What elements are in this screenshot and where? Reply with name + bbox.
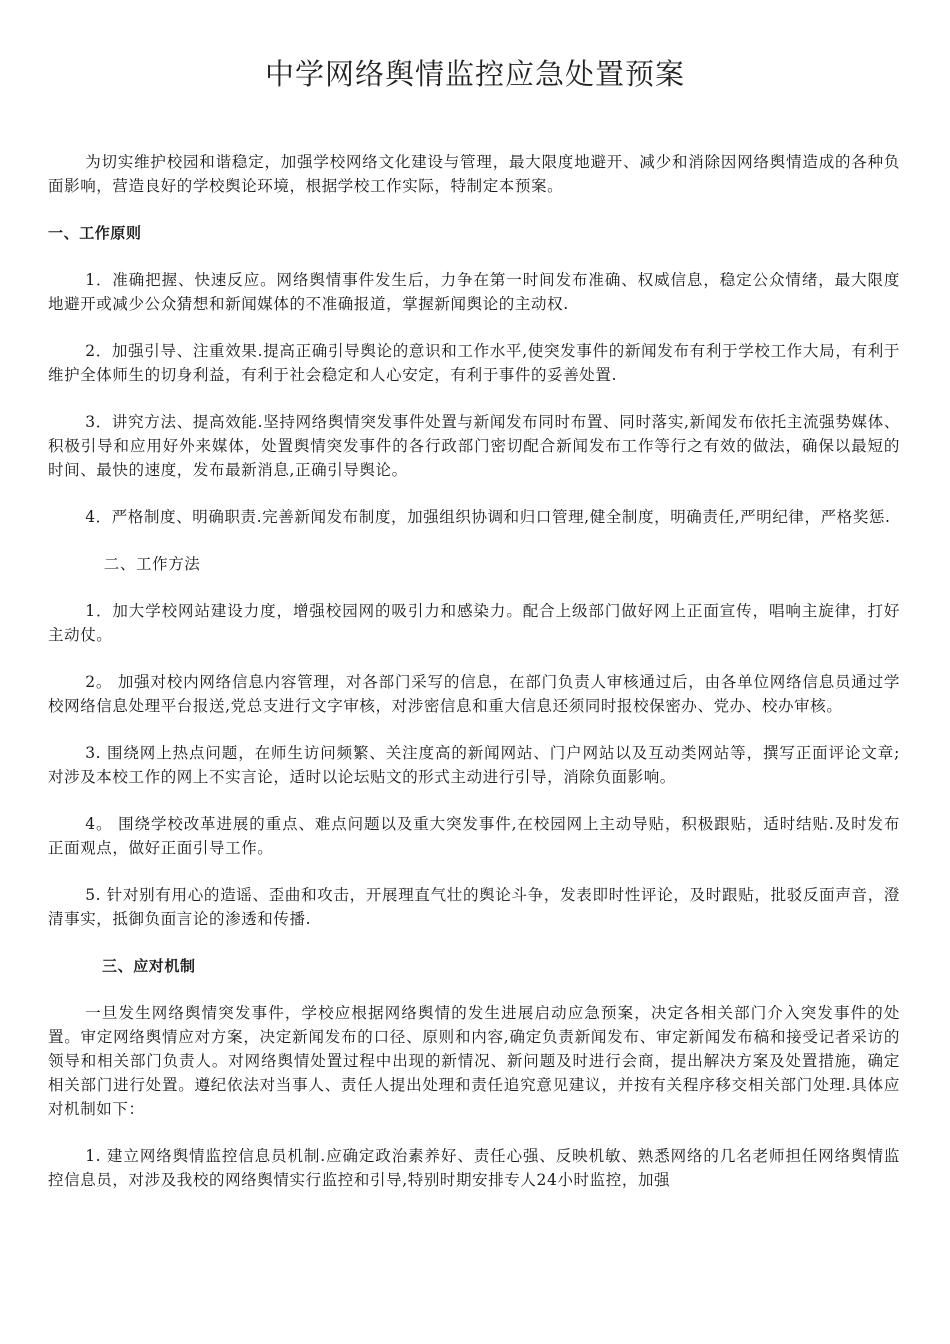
method-item-4: 4。 围绕学校改革进展的重点、难点问题以及重大突发事件,在校园网上主动导贴，积极跟贴，适时结贴.及时发布正面观点，做好正面引导工作。	[48, 815, 900, 857]
intro-paragraph: 为切实维护校园和谐稳定，加强学校网络文化建设与管理，最大限度地避开、减少和消除因网络舆情造成的各种负面影响，营造良好的学校舆论环境，根据学校工作实际，特制定本预案。	[48, 153, 900, 195]
method-item-3: 3. 围绕网上热点问题，在师生访问频繁、关注度高的新闻网站、门户网站以及互动类网站等，撰写正面评论文章;对涉及本校工作的网上不实言论，适时以论坛贴文的形式主动进行引导，消除负面影响。	[48, 744, 900, 786]
section-heading-methods: 二、工作方法	[103, 555, 201, 573]
principle-item-2: 2．加强引导、注重效果.提高正确引导舆论的意识和工作水平,使突发事件的新闻发布有利于学校工作大局，有利于维护全体师生的切身利益，有利于社会稳定和人心安定，有利于事件的妥善处置.	[48, 342, 900, 384]
page-title: 中学网络舆情监控应急处置预案	[264, 57, 685, 91]
response-item-1: 1. 建立网络舆情监控信息员机制.应确定政治素养好、责任心强、反映机敏、熟悉网络的几名老师担任网络舆情监控信息员，对涉及我校的网络舆情实行监控和引导,特别时期安排专人24小时监控，加强	[48, 1147, 900, 1189]
principle-item-1: 1．准确把握、快速反应。网络舆情事件发生后，力争在第一时间发布准确、权威信息，稳定公众情绪，最大限度地避开或减少公众猜想和新闻媒体的不准确报道，掌握新闻舆论的主动权.	[48, 271, 900, 313]
document-body	[48, 150, 900, 1192]
method-item-1: 1．加大学校网站建设力度，增强校园网的吸引力和感染力。配合上级部门做好网上正面宣传，唱响主旋律，打好主动仗。	[48, 602, 900, 644]
method-item-2: 2。 加强对校内网络信息内容管理，对各部门采写的信息，在部门负责人审核通过后，由各单位网络信息员通过学校网络信息处理平台报送,党总支进行文字审核，对涉密信息和重大信息还须同时报校保密办、党办、校办审核。	[48, 673, 900, 715]
section-heading-response: 三、应对机制	[102, 957, 196, 975]
section-heading-principles: 一、工作原则	[48, 224, 142, 242]
method-item-5: 5. 针对别有用心的造谣、歪曲和攻击，开展理直气壮的舆论斗争，发表即时性评论，及时跟贴，批驳反面声音，澄清事实，抵御负面言论的渗透和传播.	[48, 886, 900, 928]
response-intro-paragraph: 一旦发生网络舆情突发事件，学校应根据网络舆情的发生进展启动应急预案，决定各相关部门介入突发事件的处置。审定网络舆情应对方案，决定新闻发布的口径、原则和内容,确定负责新闻发布、审定新闻发布稿和接受记者采访的领导和相关部门负责人。对网络舆情处置过程中出现的新情况、新问题及时进行会商，提出解决方案及处置措施，确定相关部门进行处置。遵纪依法对当事人、责任人提出处理和责任追究意见建议，并按有关程序移交相关部门处理.具体应对机制如下：	[48, 1004, 900, 1118]
principle-item-4: 4．严格制度、明确职责.完善新闻发布制度，加强组织协调和归口管理,健全制度，明确责任,严明纪律，严格奖惩.	[85, 508, 891, 526]
principle-item-3: 3．讲究方法、提高效能.坚持网络舆情突发事件处置与新闻发布同时布置、同时落实,新闻发布依托主流强势媒体、积极引导和应用好外来媒体，处置舆情突发事件的各行政部门密切配合新闻发布工作等行之有效的做法，确保以最短的时间、最快的速度，发布最新消息,正确引导舆论。	[48, 413, 900, 479]
